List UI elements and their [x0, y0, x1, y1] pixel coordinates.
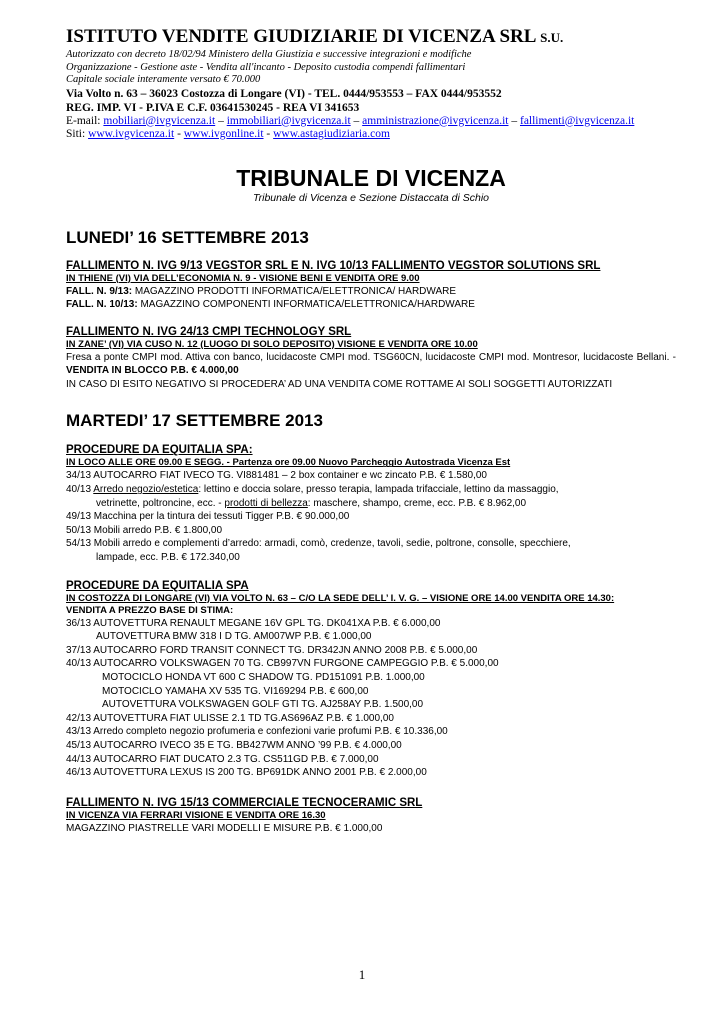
email-link-amministrazione[interactable]: amministrazione@ivgvicenza.it: [362, 114, 509, 127]
letterhead: [66, 26, 676, 141]
authorization-line: Autorizzato con decreto 18/02/94 Ministero della Giustizia e successive integrazioni e modifiche: [66, 49, 472, 60]
company-title-suffix: S.U.: [540, 30, 564, 45]
tribunale-subtitle: Tribunale di Vicenza e Sezione Distaccata di Schio: [253, 191, 489, 204]
registration-line: REG. IMP. VI - P.IVA E C.F. 03641530245 - REA VI 341653: [66, 101, 360, 114]
item-description: Fresa a ponte CMPI mod. Attiva con banco, lucidacoste CMPI mod. TSG60CN, lucidacoste CMPI mod. Montresor, lucidacoste Bellani. - VENDITA IN BLOCCO P.B. € 4.000,00: [66, 351, 676, 377]
section-equitalia-2: [66, 579, 676, 780]
list-item: vetrinette, poltroncine, ecc. - prodotti di bellezza: maschere, shampo, creme, ecc. P.B. € 8.962,00: [96, 497, 527, 509]
list-item: 40/13 AUTOCARRO VOLKSWAGEN 70 TG. CB997VN FURGONE CAMPEGGIO P.B. € 5.000,00: [66, 658, 499, 670]
capital-line: Capitale sociale interamente versato € 70.000: [66, 74, 261, 85]
section-title: FALLIMENTO N. IVG 9/13 VEGSTOR SRL E N. IVG 10/13 FALLIMENTO VEGSTOR SOLUTIONS SRL: [66, 259, 601, 272]
list-item: AUTOVETTURA VOLKSWAGEN GOLF GTI TG. AJ258AY P.B. 1.500,00: [102, 699, 424, 711]
section-tecnoceramic: [66, 796, 676, 836]
list-item: FALL. N. 9/13: MAGAZZINO PRODOTTI INFORMATICA/ELETTRONICA/ HARDWARE: [66, 285, 457, 297]
company-title: ISTITUTO VENDITE GIUDIZIARIE DI VICENZA SRL S.U.: [66, 26, 564, 47]
section-title: FALLIMENTO N. IVG 15/13 COMMERCIALE TECNOCERAMIC SRL: [66, 796, 423, 809]
tribunale-title: TRIBUNALE DI VICENZA: [236, 164, 506, 191]
list-item: lampade, ecc. P.B. € 172.340,00: [96, 552, 240, 564]
organization-line: Organizzazione - Gestione aste - Vendita all'incanto - Deposito custodia compendi fallimentari: [66, 61, 466, 73]
email-link-fallimenti[interactable]: fallimenti@ivgvicenza.it: [519, 114, 635, 127]
section-subtitle: IN COSTOZZA DI LONGARE (VI) VIA VOLTO N. 63 – C/O LA SEDE DELL’ I. V. G. – VISIONE ORE 14.00 VENDITA ORE 14.30:: [66, 592, 615, 604]
list-item: MAGAZZINO PIASTRELLE VARI MODELLI E MISURE P.B. € 1.000,00: [66, 822, 383, 834]
day-heading-monday: LUNEDI’ 16 SETTEMBRE 2013: [66, 227, 309, 247]
section-subtitle: IN LOCO ALLE ORE 09.00 E SEGG. - Partenza ore 09.00 Nuovo Parcheggio Autostrada Vicenza Est: [66, 457, 511, 469]
list-item: 54/13 Mobili arredo e complementi d’arredo: armadi, comò, credenze, tavoli, sedie, poltrone, consolle, specchiere,: [66, 538, 571, 550]
site-link-ivgvicenza[interactable]: www.ivgvicenza.it: [88, 127, 175, 140]
list-item: 50/13 Mobili arredo P.B. € 1.800,00: [66, 524, 223, 536]
sale-note: IN CASO DI ESITO NEGATIVO SI PROCEDERA’ AD UNA VENDITA COME ROTTAME AI SOLI SOGGETTI AUTORIZZATI: [66, 378, 613, 390]
email-link-mobiliari[interactable]: mobiliari@ivgvicenza.it: [103, 114, 216, 127]
list-item: 42/13 AUTOVETTURA FIAT ULISSE 2.1 TD TG.AS696AZ P.B. € 1.000,00: [66, 712, 394, 724]
sites-line: Siti: www.ivgvicenza.it - www.ivgonline.it - www.astagiudiziaria.com: [66, 127, 390, 140]
email-link-immobiliari[interactable]: immobiliari@ivgvicenza.it: [226, 114, 351, 127]
section-subtitle-price: VENDITA A PREZZO BASE DI STIMA:: [66, 604, 234, 616]
section-cmpi: [66, 325, 676, 392]
list-item: 40/13 Arredo negozio/estetica: lettino e doccia solare, presso terapia, lampada trifacciale, lettino da massaggio,: [66, 484, 559, 496]
email-line: E-mail: mobiliari@ivgvicenza.it – immobiliari@ivgvicenza.it – amministrazione@ivgvicenza.it – fallimenti@ivgvicenza.it: [66, 114, 635, 127]
list-item: 36/13 AUTOVETTURA RENAULT MEGANE 16V GPL TG. DK041XA P.B. € 6.000,00: [66, 617, 441, 629]
section-title: PROCEDURE DA EQUITALIA SPA: [66, 579, 249, 592]
document-page: [66, 26, 676, 835]
address-line: Via Volto n. 63 – 36023 Costozza di Longare (VI) - TEL. 0444/953553 – FAX 0444/953552: [66, 87, 502, 100]
list-item: MOTOCICLO YAMAHA XV 535 TG. VI169294 P.B. € 600,00: [102, 685, 369, 697]
list-item: AUTOVETTURA BMW 318 I D TG. AM007WP P.B. € 1.000,00: [96, 631, 372, 643]
site-link-ivgonline[interactable]: www.ivgonline.it: [183, 127, 264, 140]
section-title: PROCEDURE DA EQUITALIA SPA:: [66, 444, 253, 457]
list-item: 45/13 AUTOCARRO IVECO 35 E TG. BB427WM ANNO ’99 P.B. € 4.000,00: [66, 739, 402, 751]
section-subtitle: IN ZANE’ (VI) VIA CUSO N. 12 (LUOGO DI SOLO DEPOSITO) VISIONE E VENDITA ORE 10.00: [66, 338, 478, 350]
list-item: 46/13 AUTOVETTURA LEXUS IS 200 TG. BP691DK ANNO 2001 P.B. € 2.000,00: [66, 767, 427, 779]
list-item: MOTOCICLO HONDA VT 600 C SHADOW TG. PD151091 P.B. 1.000,00: [102, 672, 425, 683]
section-vegstor: [66, 259, 676, 312]
section-title: FALLIMENTO N. IVG 24/13 CMPI TECHNOLOGY SRL: [66, 325, 352, 338]
list-item: 49/13 Macchina per la tintura dei tessuti Tigger P.B. € 90.000,00: [66, 511, 350, 523]
section-subtitle: IN VICENZA VIA FERRARI VISIONE E VENDITA ORE 16.30: [66, 809, 326, 821]
site-link-astagiudiziaria[interactable]: www.astagiudiziaria.com: [273, 127, 390, 140]
section-subtitle: IN THIENE (VI) VIA DELL’ECONOMIA N. 9 - VISIONE BENI E VENDITA ORE 9.00: [66, 272, 420, 284]
list-item: 34/13 AUTOCARRO FIAT IVECO TG. VI881481 – 2 box container e wc zincato P.B. € 1.580,00: [66, 470, 487, 482]
page-number: 1: [358, 967, 366, 982]
list-item: 37/13 AUTOCARRO FORD TRANSIT CONNECT TG. DR342JN ANNO 2008 P.B. € 5.000,00: [66, 644, 478, 656]
section-equitalia-1: [66, 443, 676, 564]
day-heading-tuesday: MARTEDI’ 17 SETTEMBRE 2013: [66, 411, 323, 431]
list-item: FALL. N. 10/13: MAGAZZINO COMPONENTI INFORMATICA/ELETTRONICA/HARDWARE: [66, 299, 475, 311]
list-item: 43/13 Arredo completo negozio profumeria e confezioni varie profumi P.B. € 10.336,00: [66, 726, 448, 738]
list-item: 44/13 AUTOCARRO FIAT DUCATO 2.3 TG. CS511GD P.B. € 7.000,00: [66, 753, 379, 765]
